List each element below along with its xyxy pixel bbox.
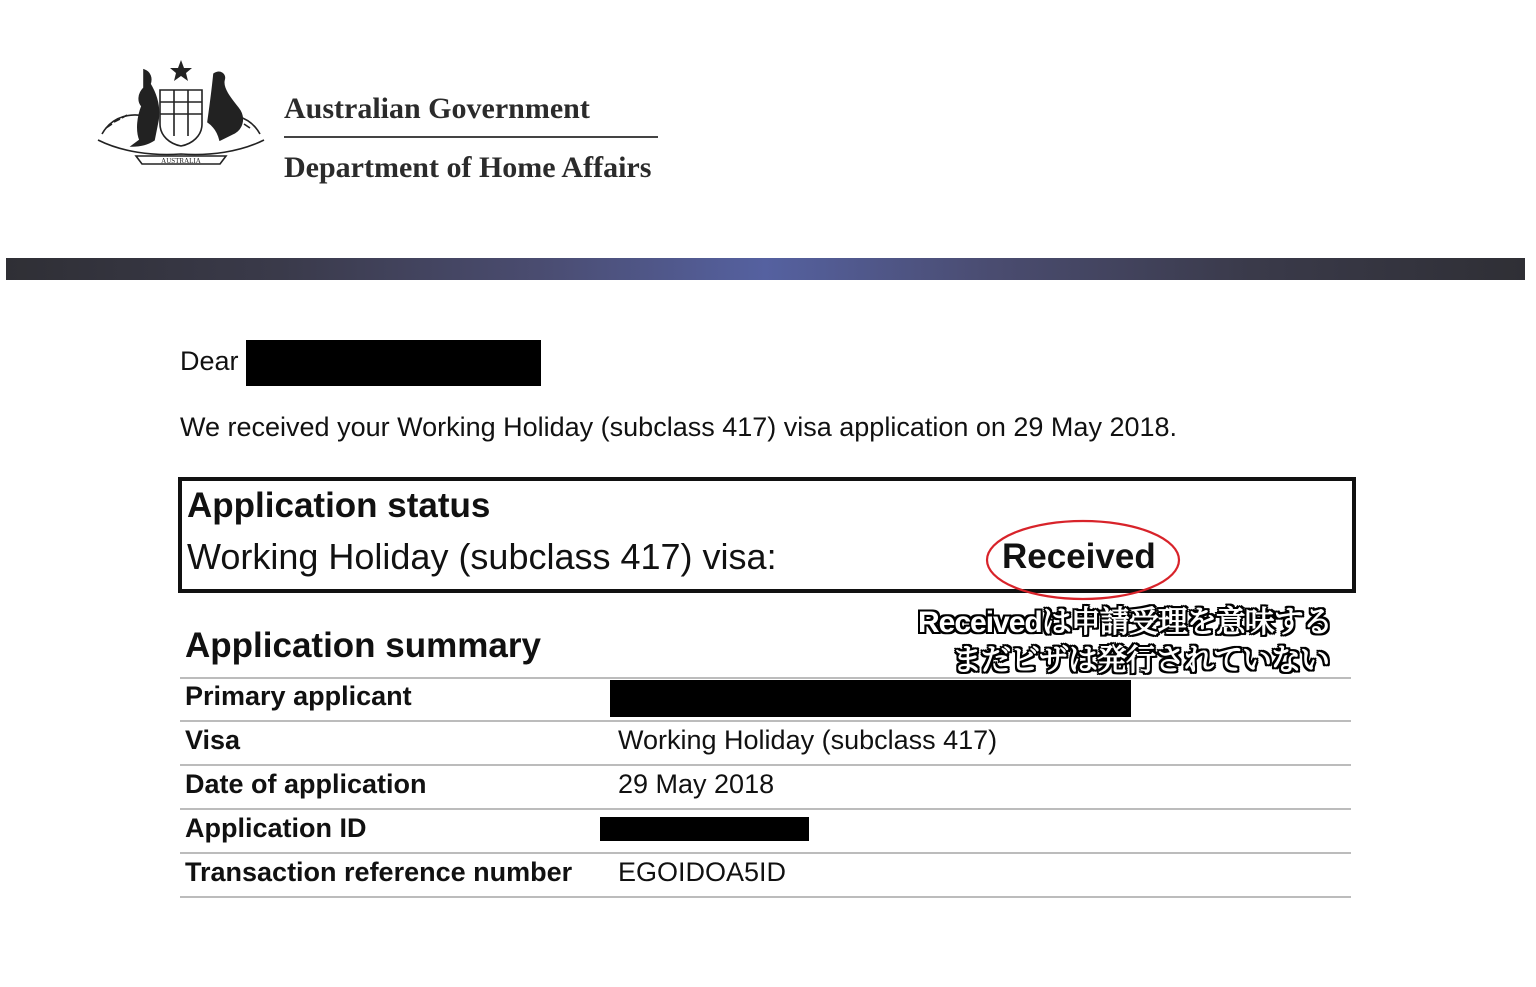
row-value-visa: Working Holiday (subclass 417) (618, 725, 998, 755)
svg-text:AUSTRALIA: AUSTRALIA (161, 157, 201, 165)
status-heading: Application status (187, 486, 491, 525)
row-label-transaction-ref: Transaction reference number (185, 857, 573, 887)
coat-of-arms-icon (92, 56, 270, 188)
row-label-visa: Visa (185, 725, 241, 755)
status-visa-label: Working Holiday (subclass 417) visa: (187, 536, 777, 577)
table-rule (180, 896, 1351, 898)
intro-text: We received your Working Holiday (subclass 417) visa application on 29 May 2018. (180, 412, 1178, 442)
header-banner (6, 258, 1525, 280)
table-rule (180, 852, 1351, 854)
row-value-date: 29 May 2018 (618, 769, 775, 799)
row-label-date: Date of application (185, 769, 427, 799)
department-name: Department of Home Affairs (284, 151, 652, 184)
row-label-primary-applicant: Primary applicant (185, 681, 412, 711)
header-divider (284, 136, 658, 138)
highlight-circle (984, 518, 1182, 602)
table-rule (180, 720, 1351, 722)
status-value: Received (1002, 537, 1156, 576)
row-value-transaction-ref: EGOIDOA5ID (618, 857, 787, 887)
salutation: Dear (180, 346, 239, 376)
summary-heading: Application summary (185, 626, 541, 665)
annotation-line-2: まだビザは発行されていない (952, 644, 1329, 677)
government-name: Australian Government (284, 92, 590, 125)
row-label-application-id: Application ID (185, 813, 367, 843)
annotation-line-1: Receivedは申請受理を意味する (918, 606, 1332, 639)
table-rule (180, 808, 1351, 810)
redacted-name (246, 340, 541, 386)
redacted-application-id (600, 817, 809, 841)
table-rule (180, 764, 1351, 766)
redacted-primary-applicant (610, 680, 1131, 717)
table-rule (180, 677, 1351, 679)
